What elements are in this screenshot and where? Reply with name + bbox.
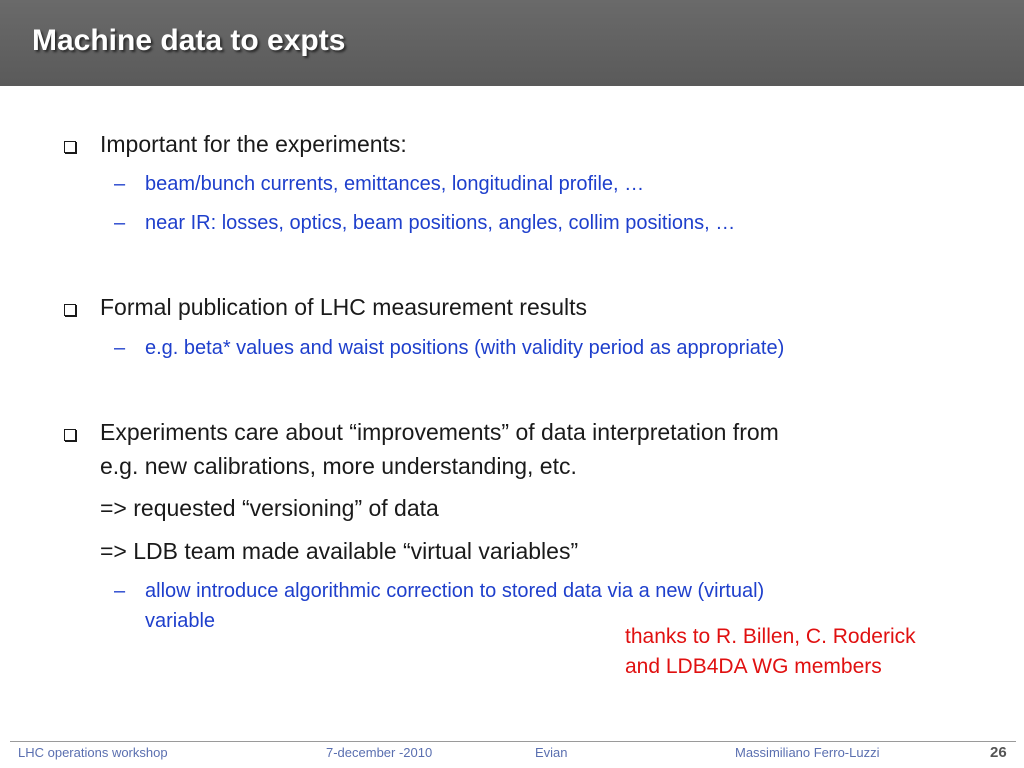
acknowledgement-line2: and LDB4DA WG members <box>625 655 882 678</box>
slide-title: Machine data to expts <box>32 24 346 57</box>
bullet-heading: Important for the experiments: <box>100 131 407 157</box>
dash-icon: – <box>114 173 126 195</box>
bullet-heading-line2: e.g. new calibrations, more understanding, etc. <box>100 453 577 479</box>
bullet-continuation: => LDB team made available “virtual variables” <box>100 538 579 564</box>
square-bullet-icon <box>64 141 76 153</box>
sub-bullet: near IR: losses, optics, beam positions, angles, collim positions, … <box>145 212 736 234</box>
square-bullet-icon <box>64 304 76 316</box>
footer-location: Evian <box>535 745 568 760</box>
page-number: 26 <box>990 744 1007 761</box>
sub-bullet: e.g. beta* values and waist positions (with validity period as appropriate) <box>145 337 785 359</box>
bullet-heading-line1: Experiments care about “improvements” of data interpretation from <box>100 419 779 445</box>
footer-event: LHC operations workshop <box>18 745 168 760</box>
square-bullet-icon <box>64 429 76 441</box>
footer-author: Massimiliano Ferro-Luzzi <box>735 745 880 760</box>
dash-icon: – <box>114 580 126 602</box>
footer-divider <box>10 741 1016 742</box>
bullet-heading: Formal publication of LHC measurement results <box>100 294 588 320</box>
acknowledgement-note <box>625 622 916 682</box>
bullet-continuation: => requested “versioning” of data <box>100 495 439 521</box>
sub-bullet-line1: allow introduce algorithmic correction to stored data via a new (virtual) <box>145 580 765 602</box>
acknowledgement-line1: thanks to R. Billen, C. Roderick <box>625 625 916 648</box>
sub-bullet: beam/bunch currents, emittances, longitudinal profile, … <box>145 173 645 195</box>
footer-date: 7-december -2010 <box>326 745 433 760</box>
dash-icon: – <box>114 212 126 234</box>
sub-bullet-line2: variable <box>145 610 216 632</box>
dash-icon: – <box>114 337 126 359</box>
